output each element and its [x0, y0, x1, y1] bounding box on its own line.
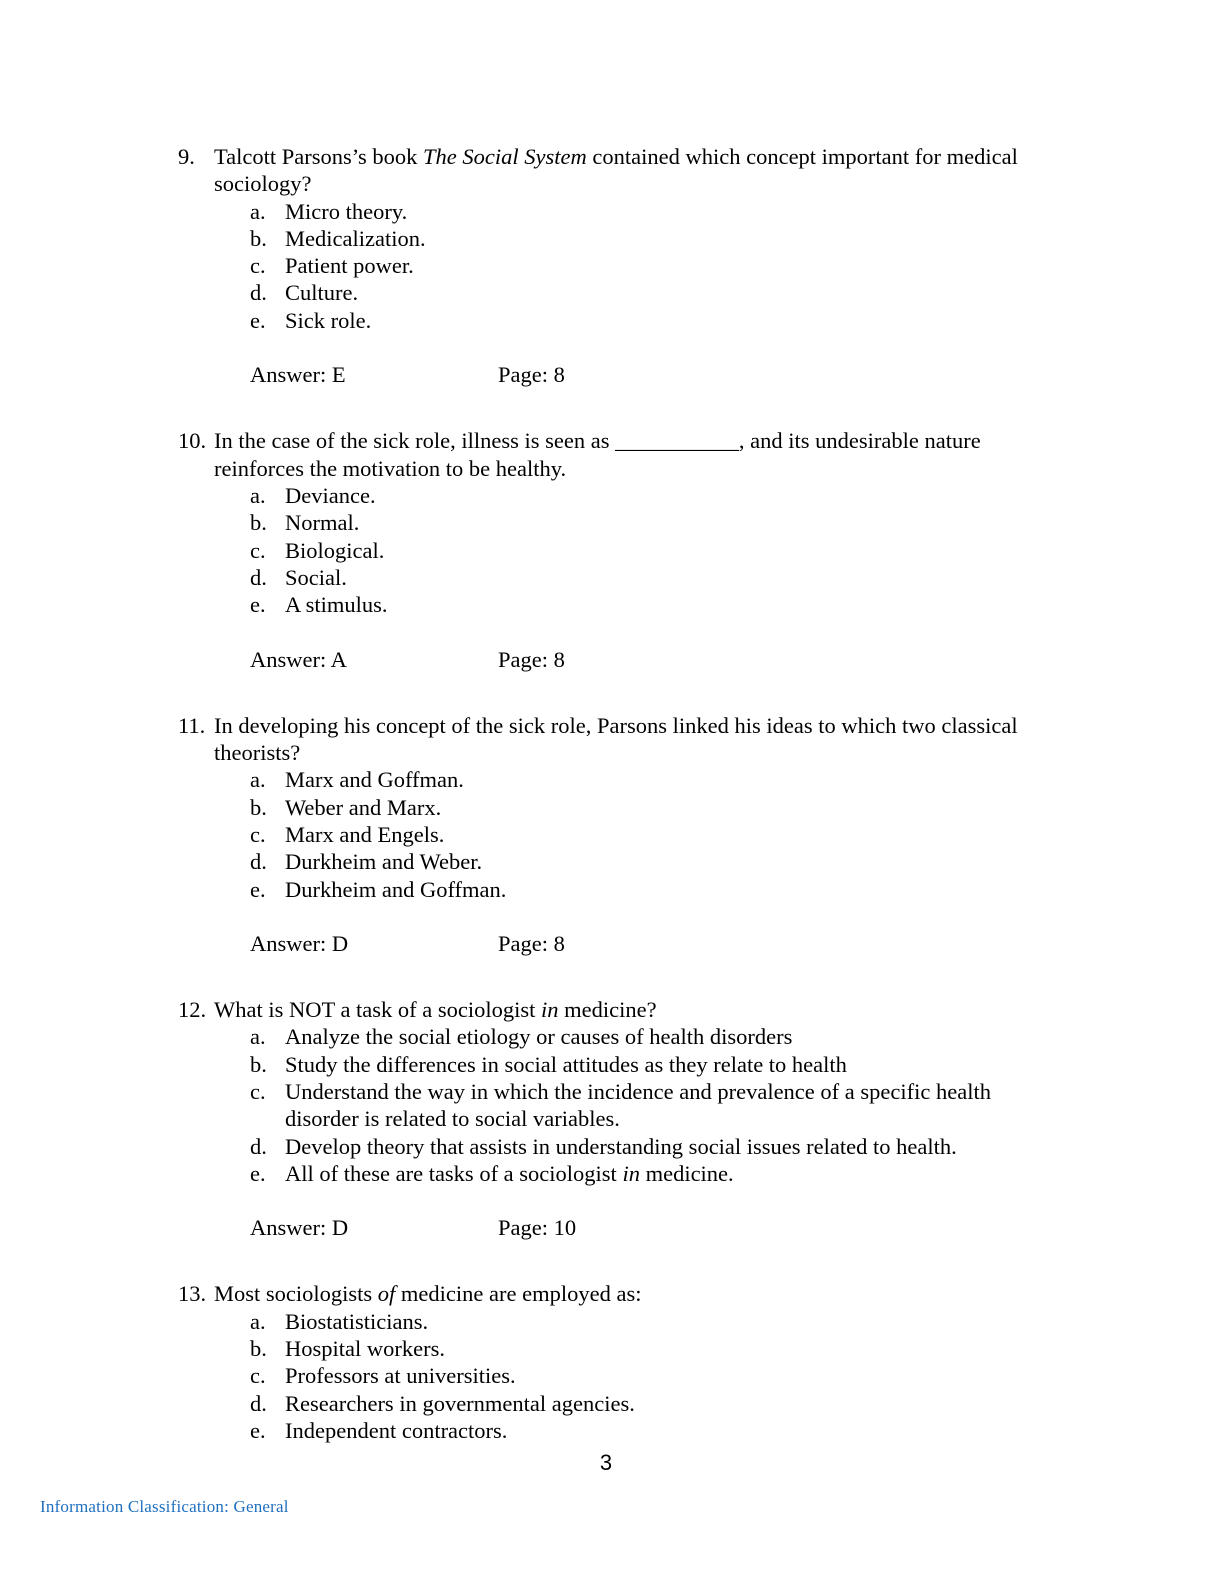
- answer-key: Answer: E: [250, 362, 346, 388]
- text-segment: In the case of the sick role, illness is seen as ___________, and its undesirable nature: [214, 428, 981, 454]
- question-text: [178, 996, 1078, 1023]
- option-item: [178, 1390, 1078, 1417]
- option-item: [178, 279, 1078, 306]
- option-letter: c.: [250, 821, 266, 847]
- option-item: [178, 564, 1078, 591]
- option-text: Marx and Goffman.: [285, 767, 464, 793]
- option-letter: e.: [250, 1160, 266, 1186]
- option-item: [178, 1335, 1078, 1362]
- option-text: Study the differences in social attitudes as they relate to health: [285, 1051, 847, 1077]
- option-letter: d.: [250, 564, 267, 590]
- option-letter: d.: [250, 849, 267, 875]
- italic-text: The Social System: [423, 144, 587, 169]
- option-item: [178, 252, 1078, 279]
- option-text: Independent contractors.: [285, 1417, 508, 1443]
- option-item: [178, 198, 1078, 225]
- option-text: Social.: [285, 564, 347, 590]
- classification-footer: Information Classification: General: [40, 1497, 289, 1516]
- option-text: Understand the way in which the incidence and prevalence of a specific health: [285, 1078, 991, 1104]
- answer-key: Answer: D: [250, 1215, 349, 1241]
- answer-key: Answer: D: [250, 931, 349, 957]
- option-letter: c.: [250, 537, 266, 563]
- question-item: [178, 1280, 1078, 1444]
- option-item: [178, 848, 1078, 875]
- question-item: [178, 143, 1078, 389]
- option-text: Deviance.: [285, 482, 376, 508]
- option-item: [178, 794, 1078, 821]
- italic-text: in: [622, 1160, 640, 1186]
- option-item: [178, 225, 1078, 252]
- option-item: [178, 307, 1078, 334]
- page-reference: Page: 8: [498, 646, 565, 672]
- page-reference: Page: 8: [498, 362, 565, 388]
- italic-text: of: [377, 1281, 396, 1307]
- answer-line: [178, 361, 1078, 388]
- option-text: Culture.: [285, 280, 359, 306]
- option-text: Micro theory.: [285, 198, 408, 224]
- option-letter: a.: [250, 767, 266, 793]
- text-segment: Most sociologists: [214, 1281, 378, 1307]
- page-number: 3: [599, 1450, 613, 1475]
- option-item: [178, 1023, 1078, 1050]
- option-text: A stimulus.: [285, 592, 388, 618]
- option-item: [178, 482, 1078, 509]
- question-text: [178, 712, 1078, 739]
- question-number: 9.: [178, 144, 195, 169]
- question-text: [178, 739, 1078, 766]
- text-segment: All of these are tasks of a sociologist: [285, 1160, 623, 1186]
- option-text: Biological.: [285, 537, 385, 563]
- option-item: [178, 1362, 1078, 1389]
- option-text: disorder is related to social variables.: [285, 1106, 620, 1132]
- text-segment: medicine are employed as:: [395, 1281, 642, 1307]
- question-text: [178, 143, 1078, 170]
- option-text: Professors at universities.: [285, 1363, 516, 1389]
- option-letter: b.: [250, 1051, 267, 1077]
- option-letter: e.: [250, 307, 266, 333]
- option-text: Sick role.: [285, 307, 372, 333]
- option-item: [178, 537, 1078, 564]
- option-letter: b.: [250, 794, 267, 820]
- option-text: Durkheim and Weber.: [285, 849, 483, 875]
- option-letter: b.: [250, 510, 267, 536]
- answer-line: [178, 646, 1078, 673]
- option-text: Durkheim and Goffman.: [285, 876, 507, 902]
- text-segment: theorists?: [214, 740, 301, 766]
- option-item: [178, 821, 1078, 848]
- option-item: [178, 1417, 1078, 1444]
- option-text: Marx and Engels.: [285, 821, 445, 847]
- option-letter: a.: [250, 482, 266, 508]
- text-segment: reinforces the motivation to be healthy.: [214, 455, 567, 481]
- option-letter: d.: [250, 1133, 267, 1159]
- question-text: [178, 427, 1078, 454]
- question-number: 10.: [178, 428, 207, 454]
- option-letter: b.: [250, 225, 267, 251]
- page-reference: Page: 10: [498, 1215, 577, 1241]
- question-list: [178, 143, 1078, 1444]
- option-text: Develop theory that assists in understanding social issues related to health.: [285, 1133, 957, 1159]
- answer-line: [178, 930, 1078, 957]
- option-item: [178, 1133, 1078, 1160]
- answer-key: Answer: A: [250, 646, 347, 672]
- option-text: Weber and Marx.: [285, 794, 442, 820]
- option-text: Biostatisticians.: [285, 1308, 429, 1334]
- question-number: 11.: [178, 712, 206, 738]
- option-letter: d.: [250, 280, 267, 306]
- text-segment: contained which concept important for medical: [586, 144, 1018, 169]
- option-text: Medicalization.: [285, 225, 426, 251]
- option-letter: e.: [250, 592, 266, 618]
- question-number: 13.: [178, 1281, 207, 1307]
- page-reference: Page: 8: [498, 931, 565, 957]
- option-letter: e.: [250, 1417, 266, 1443]
- text-segment: In developing his concept of the sick role, Parsons linked his ideas to which two classical: [214, 712, 1018, 738]
- option-letter: a.: [250, 1308, 266, 1334]
- text-segment: sociology?: [214, 171, 312, 197]
- question-item: [178, 427, 1078, 673]
- option-letter: c.: [250, 253, 266, 279]
- option-item: [178, 509, 1078, 536]
- option-letter: b.: [250, 1336, 267, 1362]
- option-letter: c.: [250, 1363, 266, 1389]
- option-text: Hospital workers.: [285, 1336, 445, 1362]
- option-text: Researchers in governmental agencies.: [285, 1390, 635, 1416]
- option-letter: e.: [250, 876, 266, 902]
- option-item: [178, 876, 1078, 903]
- option-letter: d.: [250, 1390, 267, 1416]
- option-text: Normal.: [285, 510, 360, 536]
- question-text: [178, 170, 1078, 197]
- text-segment: What is NOT a task of a sociologist: [214, 997, 542, 1023]
- option-item: [178, 766, 1078, 793]
- question-number: 12.: [178, 997, 207, 1023]
- question-text: [178, 455, 1078, 482]
- question-text: [178, 1280, 1078, 1307]
- option-text: Analyze the social etiology or causes of health disorders: [285, 1024, 793, 1050]
- option-item: [178, 1051, 1078, 1078]
- option-item: [178, 1308, 1078, 1335]
- option-item: [178, 591, 1078, 618]
- answer-line: [178, 1214, 1078, 1241]
- text-segment: Talcott Parsons’s book: [214, 144, 424, 169]
- italic-text: in: [541, 997, 559, 1023]
- text-segment: medicine?: [558, 997, 657, 1023]
- option-text: Patient power.: [285, 253, 414, 279]
- option-letter: a.: [250, 198, 266, 224]
- question-item: [178, 712, 1078, 958]
- option-item: [178, 1078, 1078, 1105]
- option-letter: a.: [250, 1024, 266, 1050]
- text-segment: medicine.: [639, 1160, 734, 1186]
- option-item: [178, 1105, 1078, 1132]
- question-item: [178, 996, 1078, 1242]
- option-item: [178, 1160, 1078, 1187]
- option-letter: c.: [250, 1078, 266, 1104]
